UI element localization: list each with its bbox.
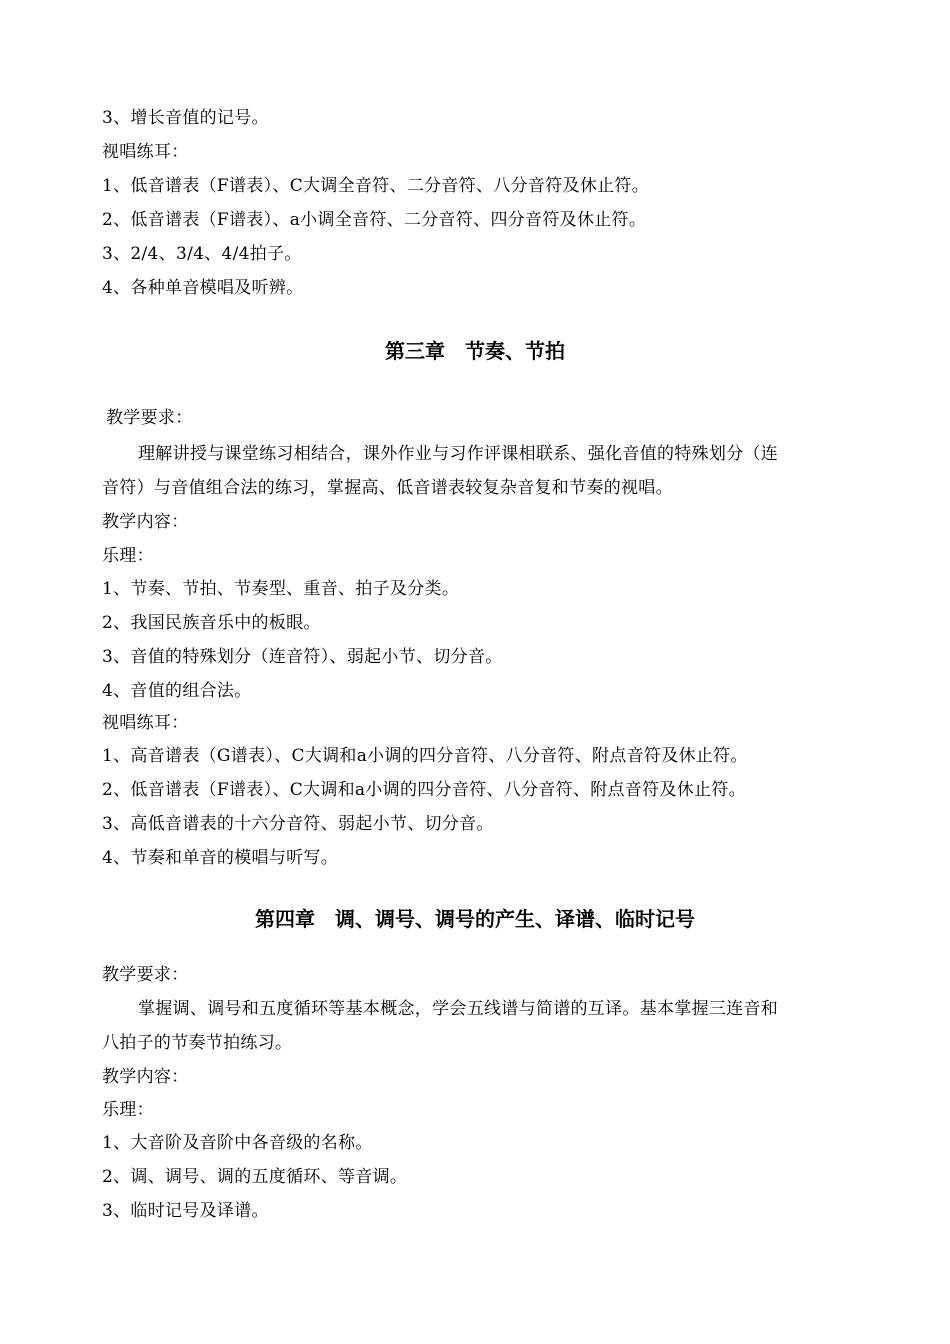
text-line: 4、各种单音模唱及听辨。 [102,278,304,298]
list-item: 3、音值的特殊划分（连音符）、弱起小节、切分音。 [102,647,503,667]
list-item: 2、我国民族音乐中的板眼。 [102,613,321,633]
text-line: 视唱练耳： [102,142,189,162]
requirements-label: 教学要求： [102,965,189,985]
content-label: 教学内容： [102,1067,189,1087]
list-item: 1、高音谱表（G谱表）、C大调和a小调的四分音符、八分音符、附点音符及休止符。 [102,746,748,766]
text-line: 3、2/4、3/4、4/4拍子。 [102,244,302,264]
list-item: 4、音值的组合法。 [102,681,252,701]
list-item: 2、低音谱表（F谱表）、C大调和a小调的四分音符、八分音符、附点音符及休止符。 [102,780,746,800]
ear-training-label: 视唱练耳： [102,713,189,733]
requirements-text: 八拍子的节奏节拍练习。 [102,1033,293,1053]
text-line: 2、低音谱表（F谱表）、a小调全音符、二分音符、四分音符及休止符。 [102,210,647,230]
list-item: 4、节奏和单音的模唱与听写。 [102,848,339,868]
list-item: 1、大音阶及音阶中各音级的名称。 [102,1133,373,1153]
requirements-text: 音符）与音值组合法的练习，掌握高、低音谱表较复杂音复和节奏的视唱。 [102,478,673,498]
chapter-4-title: 第四章 调、调号、调号的产生、译谱、临时记号 [255,907,695,931]
text-line: 3、增长音值的记号。 [102,108,269,128]
theory-label: 乐理： [102,1100,154,1120]
list-item: 2、调、调号、调的五度循环、等音调。 [102,1167,408,1187]
list-item: 3、高低音谱表的十六分音符、弱起小节、切分音。 [102,814,494,834]
requirements-text: 掌握调、调号和五度循环等基本概念，学会五线谱与简谱的互译。基本掌握三连音和 [138,999,779,1019]
list-item: 3、临时记号及译谱。 [102,1201,269,1221]
content-label: 教学内容： [102,512,189,532]
text-line: 1、低音谱表（F谱表）、C大调全音符、二分音符、八分音符及休止符。 [102,176,650,196]
requirements-label: 教学要求： [106,408,193,428]
chapter-3-title: 第三章 节奏、节拍 [385,339,565,363]
theory-label: 乐理： [102,546,154,566]
list-item: 1、节奏、节拍、节奏型、重音、拍子及分类。 [102,579,460,599]
requirements-text: 理解讲授与课堂练习相结合，课外作业与习作评课相联系、强化音值的特殊划分（连 [138,444,779,464]
